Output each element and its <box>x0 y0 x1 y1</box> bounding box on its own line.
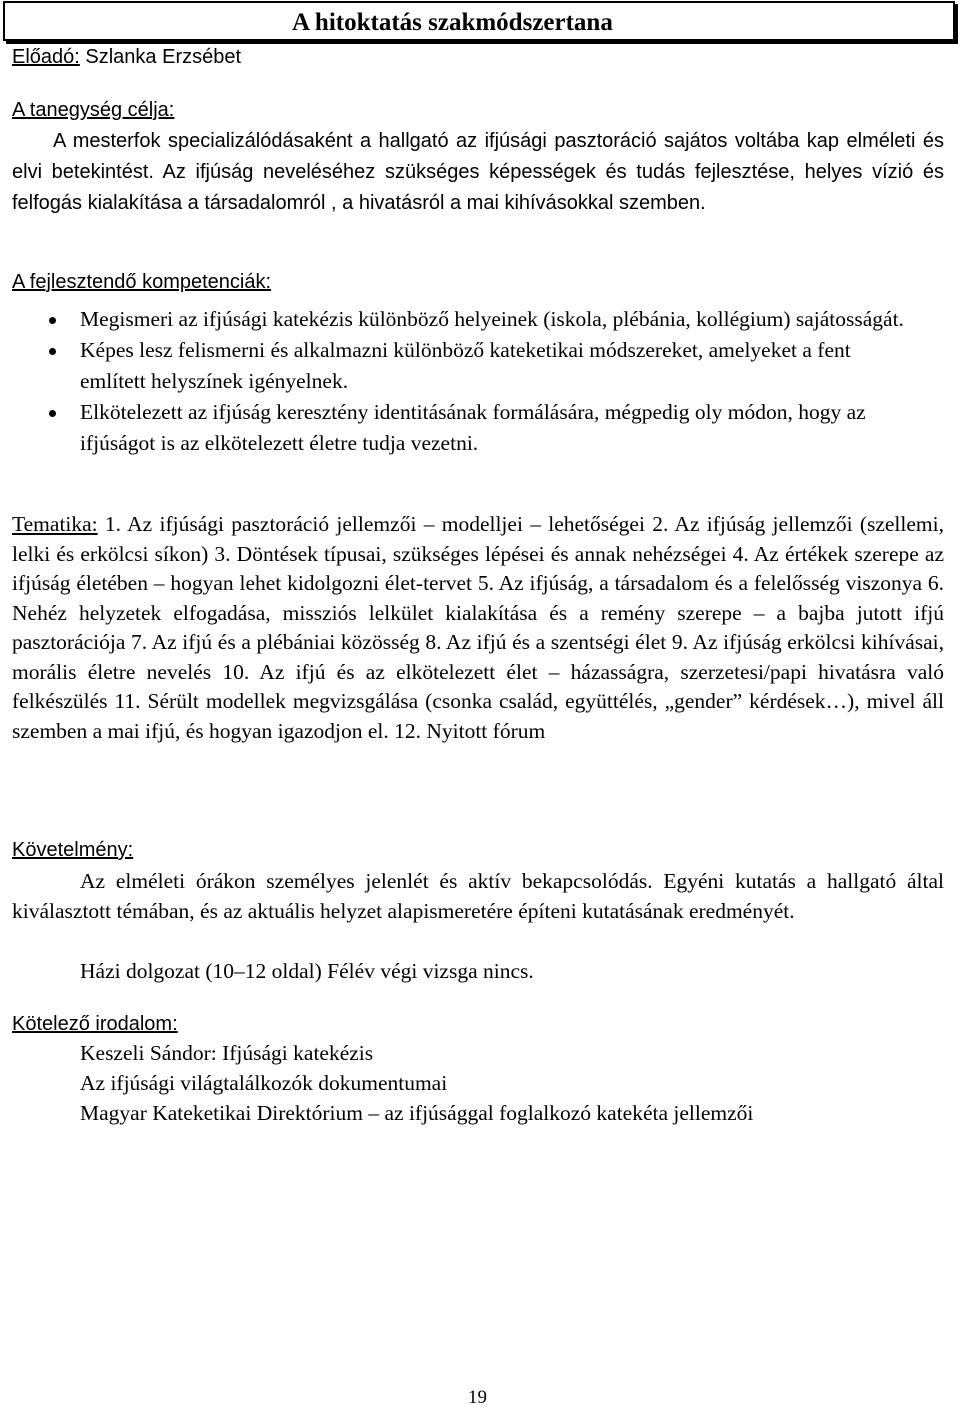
literature-item: Az ifjúsági világtalálkozók dokumentumai <box>80 1071 448 1095</box>
page-title: A hitoktatás szakmódszertana <box>292 9 613 36</box>
requirements-line2: Házi dolgozat (10–12 oldal) Félév végi vizsga nincs. <box>80 959 534 983</box>
lecturer-line <box>12 46 241 69</box>
literature-item: Magyar Kateketikai Direktórium – az ifjúsággal foglalkozó katekéta jellemzői <box>80 1101 754 1125</box>
requirements-text: Az elméleti órákon személyes jelenlét és aktív bekapcsolódás. Egyéni kutatás a hallgató által kiválasztott témában, és az aktuális helyzet alapismeretére építeni kutatásának eredményét. <box>12 869 944 923</box>
bullet-icon <box>49 317 56 324</box>
literature-heading: Kötelező irodalom: <box>12 1013 178 1035</box>
literature-item: Keszeli Sándor: Ifjúsági katekézis <box>80 1041 374 1065</box>
aim-text: A mesterfok specializálódásaként a hallgató az ifjúsági pasztoráció sajátos voltába kap elméleti és elvi betekintést. Az ifjúság neveléséhez szükséges képességek és tudás fejlesztése, helyes vízió és felfogás kialakítása a társadalomról , a hivatásról a mai kihívásokkal szemben. <box>12 130 944 214</box>
lecturer-label: Előadó: <box>12 46 80 68</box>
aim-heading: A tanegység célja: <box>12 99 175 121</box>
list-item: Megismeri az ifjúsági katekézis különböző helyeinek (iskola, plébánia, kollégium) sajátosságát. <box>40 304 920 335</box>
lecturer-name: Szlanka Erzsébet <box>79 46 242 68</box>
bullet-icon <box>49 348 56 355</box>
topics-paragraph <box>12 510 944 746</box>
list-item: Képes lesz felismerni és alkalmazni különböző kateketikai módszereket, amelyeket a fent említett helyszínek igényelnek. <box>40 335 920 397</box>
list-item: Elkötelezett az ifjúság keresztény identitásának formálására, mégpedig oly módon, hogy az ifjúságot is az elkötelezett életre tudja vezetni. <box>40 397 920 459</box>
competencies-heading: A fejlesztendő kompetenciák: <box>12 271 272 293</box>
bullet-icon <box>49 410 56 417</box>
competencies-list <box>40 304 920 459</box>
requirements-heading: Követelmény: <box>12 839 134 861</box>
page-number: 19 <box>468 1387 487 1408</box>
topics-text: 1. Az ifjúsági pasztoráció jellemzői – modelljei – lehetőségei 2. Az ifjúság jellemzői (szellemi, lelki és erkölcsi síkon) 3. Döntések típusai, szükséges lépései és annak nehézségei 4. Az értékek szerepe az ifjúság életében – hogyan lehet kidolgozni élet-tervet 5. Az ifjúság, a társadalom és a felelősség viszonya 6. Nehéz helyzetek elfogadása, missziós lelkület kialakítása és a remény szerepe – a bajba jutott ifjú pasztorációja 7. Az ifjú és a plébániai közösség 8. Az ifjú és a szentségi élet 9. Az ifjúság erkölcsi kihívásai, morális életre nevelés 10. Az ifjú és az elkötelezett élet – házasságra, szerzetesi/papi hivatásra való felkészülés 11. Sérült modellek megvizsgálása (csonka család, együttélés, „gender” kérdések…), mivel áll szemben a mai ifjú, és hogyan igazodjon el. 12. Nyitott fórum <box>12 512 944 743</box>
topics-heading: Tematika: <box>12 512 98 536</box>
title-box <box>3 1 955 41</box>
